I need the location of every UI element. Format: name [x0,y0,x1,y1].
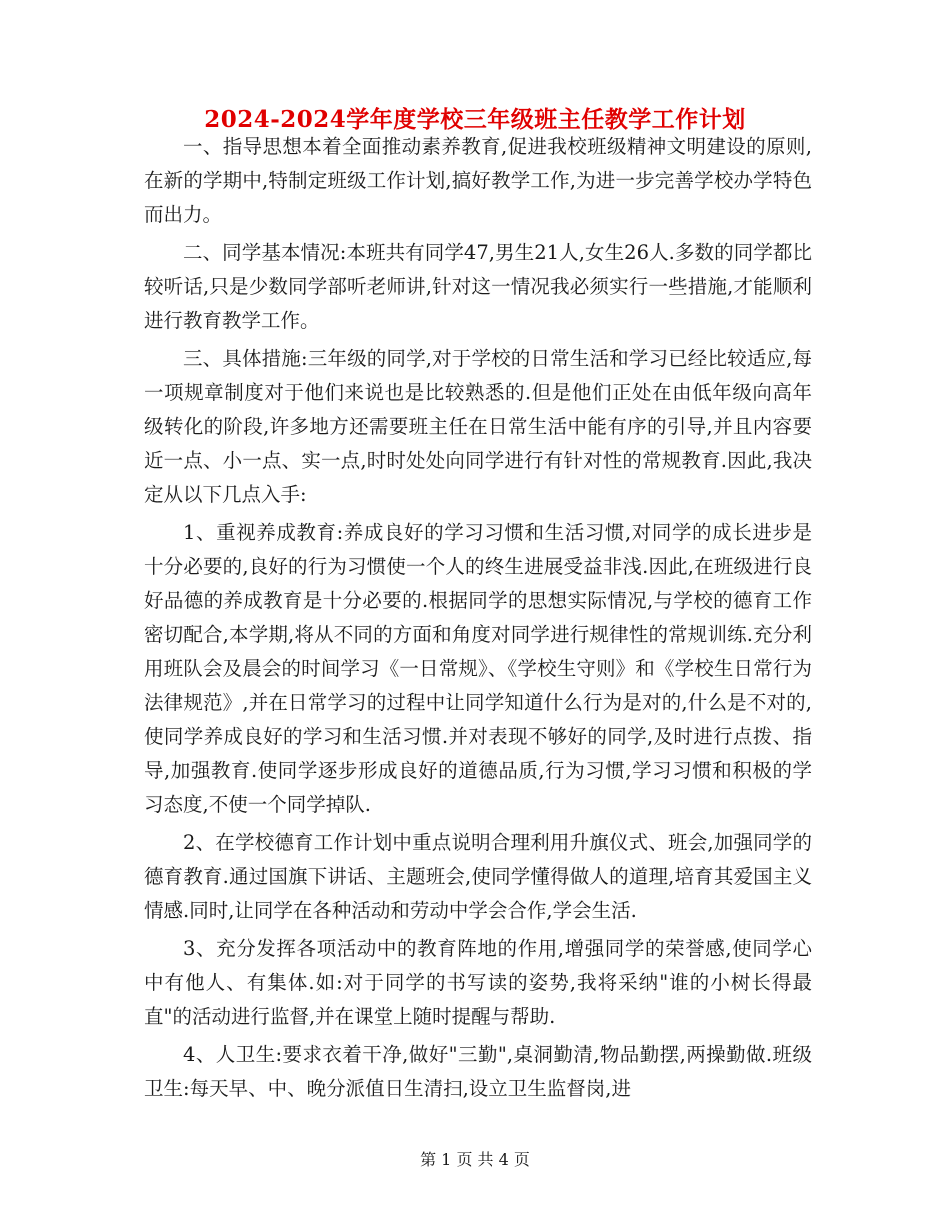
document-title: 2024-2024学年度学校三年级班主任教学工作计划 [204,106,746,133]
paragraph-measure-4: 4、人卫生:要求衣着干净,做好"三勤",桌洞勤清,物品勤摆,两操勤做.班级卫生:每天早、中、晚分派值日生清扫,设立卫生监督岗,进 [144,1043,812,1100]
paragraph-student-info: 二、同学基本情况:本班共有同学47,男生21人,女生26人.多数的同学都比较听话,只是少数同学部听老师讲,针对这一情况我必须实行一些措施,才能顺利进行教育教学工作。 [144,241,812,332]
document-body [144,130,812,1106]
paragraph-measure-2: 2、在学校德育工作计划中重点说明合理利用升旗仪式、班会,加强同学的德育教育.通过国旗下讲话、主题班会,使同学懂得做人的道理,培育其爱国主义情感.同时,让同学在各种活动和劳动中学会合作,学会生活. [144,831,812,922]
paragraph-specific-measures: 三、具体措施:三年级的同学,对于学校的日常生活和学习已经比较适应,每一项规章制度对于他们来说也是比较熟悉的.但是他们正处在由低年级向高年级转化的阶段,许多地方还需要班主任在日常生活中能有序的引导,并且内容要近一点、小一点、实一点,时时处处向同学进行有针对性的常规教育.因此,我决定从以下几点入手: [144,347,812,506]
paragraph-guiding-ideology: 一、指导思想本着全面推动素养教育,促进我校班级精神文明建设的原则,在新的学期中,特制定班级工作计划,搞好教学工作,为进一步完善学校办学特色而出力。 [144,135,812,226]
page-number-footer: 第 1 页 共 4 页 [420,1150,530,1169]
paragraph-measure-1: 1、重视养成教育:养成良好的学习习惯和生活习惯,对同学的成长进步是十分必要的,良好的行为习惯使一个人的终生进展受益非浅.因此,在班级进行良好品德的养成教育是十分必要的.根据同学的思想实际情况,与学校的德育工作密切配合,本学期,将从不同的方面和角度对同学进行规律性的常规训练.充分利用班队会及晨会的时间学习《一日常规》、《学校生守则》和《学校生日常行为法律规范》,并在日常学习的过程中让同学知道什么行为是对的,什么是不对的,使同学养成良好的学习和生活习惯.并对表现不够好的同学,及时进行点拨、指导,加强教育.使同学逐步形成良好的道德品质,行为习惯,学习习惯和积极的学习态度,不使一个同学掉队. [144,521,812,816]
paragraph-measure-3: 3、充分发挥各项活动中的教育阵地的作用,增强同学的荣誉感,使同学心中有他人、有集体.如:对于同学的书写读的姿势,我将采纳"谁的小树长得最直"的活动进行监督,并在课堂上随时提醒与帮助. [144,937,812,1028]
